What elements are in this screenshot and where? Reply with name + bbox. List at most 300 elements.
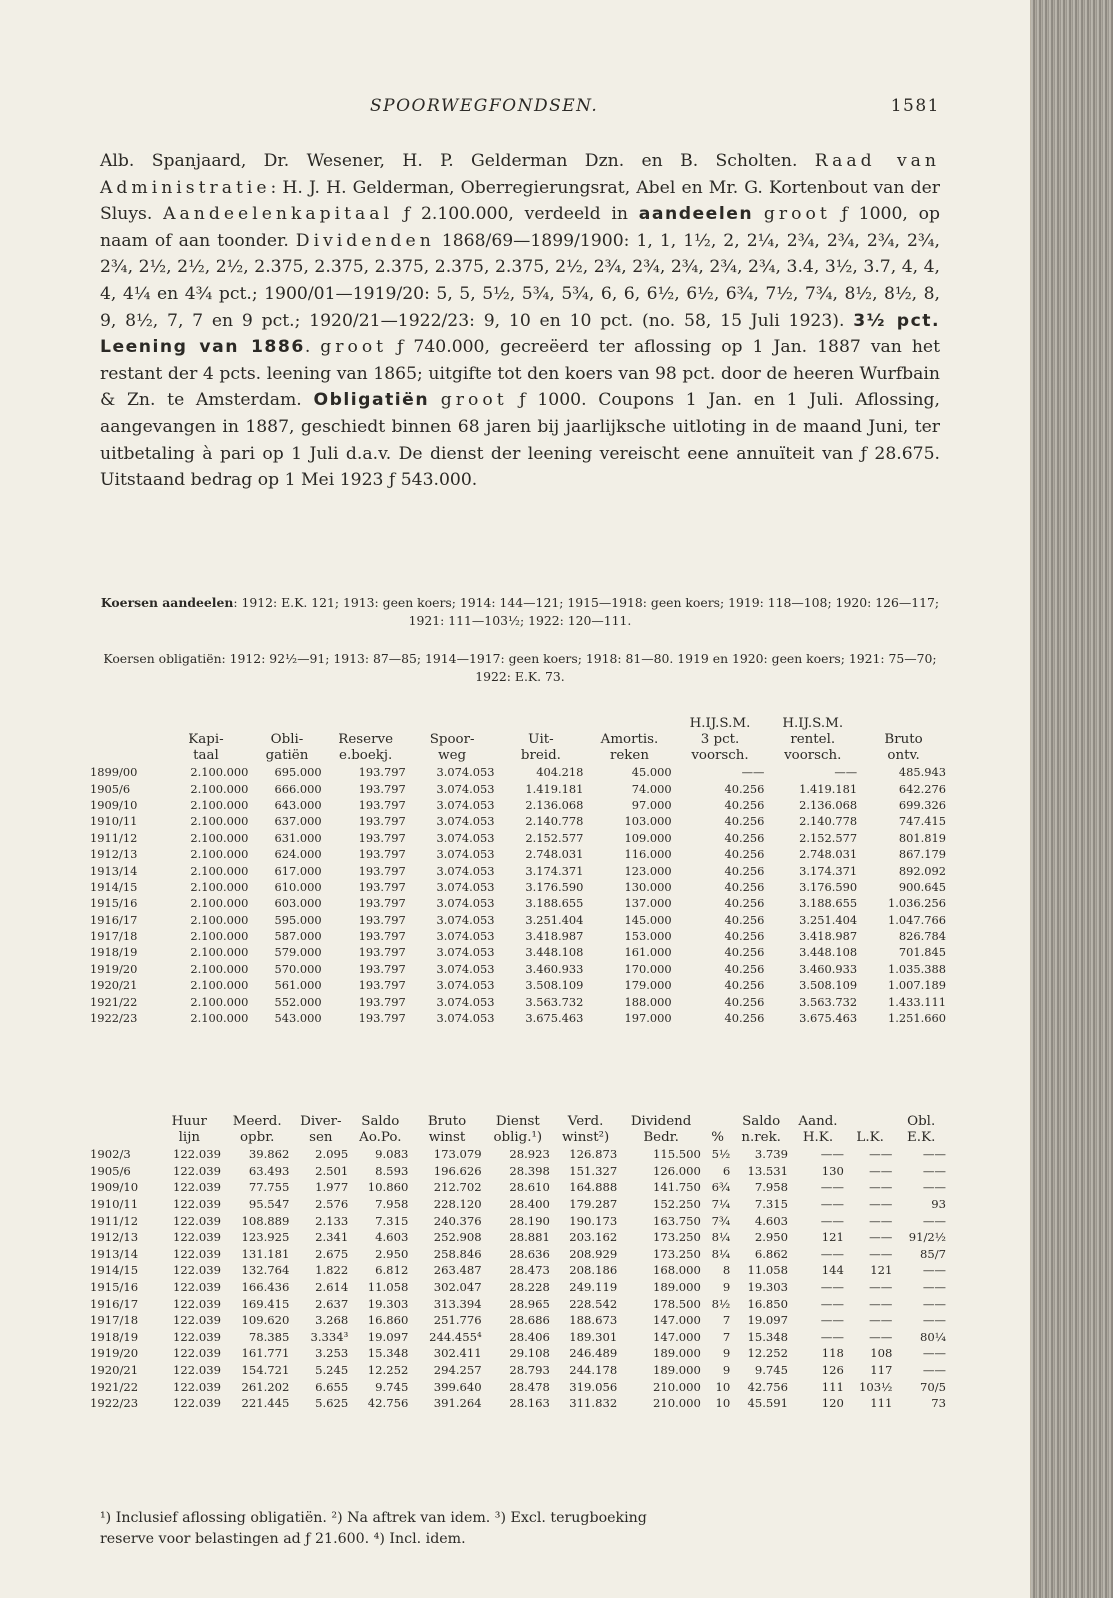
table-cell: 42.756 — [747, 1379, 789, 1394]
year-cell: 1915/16 — [90, 1280, 139, 1295]
table-cell: —— — [820, 1197, 844, 1212]
table-cell: 122.039 — [173, 1346, 221, 1361]
table-cell: 63.493 — [248, 1163, 290, 1178]
table-cell: —— — [922, 1163, 946, 1178]
table-cell: 610.000 — [274, 879, 322, 894]
table-cell: 2.501 — [315, 1163, 349, 1178]
footnote-line-1: ¹) Inclusief aflossing obligatiën. ²) Na aftrek van idem. ³) Excl. terugboeking — [100, 1510, 647, 1526]
table-row — [88, 993, 948, 1009]
table-cell: 2.140.778 — [525, 814, 584, 829]
table-cell: 7 — [722, 1329, 731, 1344]
table-cell: 141.750 — [652, 1180, 701, 1195]
table-row — [88, 1378, 948, 1395]
table-header-cell: Reserve e.boekj. — [338, 732, 393, 763]
table-cell: 193.797 — [358, 896, 406, 911]
table-cell: 190.173 — [569, 1213, 618, 1228]
table-cell: 302.047 — [433, 1280, 482, 1295]
table-header-cell: Uit- breid. — [520, 732, 561, 763]
table-row — [88, 1146, 948, 1163]
loan-heading: 3½ pct. Leening van 1886 — [100, 310, 941, 358]
table-row — [88, 830, 948, 846]
table-cell: 3.188.655 — [799, 896, 858, 911]
table-cell: —— — [922, 1213, 946, 1228]
table-cell: 28.398 — [509, 1163, 550, 1178]
table-cell: 900.645 — [898, 879, 946, 894]
table-cell: 801.819 — [898, 830, 946, 845]
table-cell: —— — [820, 1213, 844, 1228]
table-cell: 188.673 — [569, 1313, 618, 1328]
table-cell: 28.965 — [509, 1296, 550, 1311]
table-cell: 3.739 — [754, 1147, 789, 1162]
year-cell: 1902/3 — [90, 1147, 131, 1162]
table-cell: 892.092 — [898, 863, 946, 878]
page-number: 1581 — [890, 96, 940, 116]
table-cell: 2.100.000 — [190, 945, 249, 960]
table-cell: 1.007.189 — [888, 978, 946, 993]
table-cell: 2.100.000 — [190, 896, 249, 911]
table-cell: 173.250 — [652, 1246, 701, 1261]
table-cell: 11.058 — [367, 1280, 409, 1295]
table-cell: 7.958 — [754, 1180, 789, 1195]
table-cell: 121 — [821, 1230, 844, 1245]
table-cell: 19.303 — [747, 1280, 789, 1295]
table-cell: 252.908 — [433, 1230, 482, 1245]
table-cell: 6.812 — [375, 1263, 409, 1278]
table-cell: 122.039 — [173, 1180, 221, 1195]
table-cell: 130 — [821, 1163, 844, 1178]
table-cell: 108 — [870, 1346, 893, 1361]
table-cell: 9 — [722, 1280, 731, 1295]
table-row — [88, 1246, 948, 1263]
table-cell: —— — [869, 1246, 893, 1261]
table-row — [88, 1212, 948, 1229]
table-header-cell: Bruto winst — [427, 1114, 467, 1145]
table-cell: 244.178 — [569, 1363, 618, 1378]
dividends-label: Dividenden — [295, 230, 435, 251]
table-cell: 1.433.111 — [888, 994, 946, 1009]
table-row — [88, 764, 948, 780]
table-cell: 193.797 — [358, 912, 406, 927]
table-cell: 1.822 — [315, 1263, 349, 1278]
table-cell: 189.000 — [652, 1363, 701, 1378]
table-cell: 15.348 — [367, 1346, 409, 1361]
table-cell: 3.418.987 — [799, 929, 858, 944]
capital-label: Aandeelenkapitaal — [163, 204, 394, 225]
table-cell: —— — [820, 1313, 844, 1328]
table-cell: 169.415 — [241, 1296, 290, 1311]
table-cell: —— — [922, 1280, 946, 1295]
table-cell: 12.252 — [747, 1346, 789, 1361]
table-cell: 2.100.000 — [190, 912, 249, 927]
table-cell: 189.301 — [569, 1329, 618, 1344]
table-cell: 642.276 — [898, 781, 946, 796]
table-row — [88, 961, 948, 977]
table-cell: 2.100.000 — [190, 863, 249, 878]
dividends-text: 1868/69—1899/1900: 1, 1, 1½, 2, 2¼, 2¾, 2¾, 2¾, 2¾, 2¾, 2½, 2½, 2½, 2.375, 2.375, 2.375, 2.375, 2.375, 2½, 2¾, 2¾, 2¾, 2¾, 2¾, 3.4, 3½, 3.7, 4, 4, 4, 4¼ en 4¾ pct.; 1900/01—1919/20: 5, 5, 5½, 5¾, 5¾, 6, 6, 6½, 6½, 6¾, 7½, 7¾, 8½, 8½, 8, 9, 8½, 7, 7 en 9 pct.; 1920/21—1922/23: 9, 10 en 10 pct. (no. 58, 15 Juli 1923). — [100, 230, 941, 331]
table-row — [88, 928, 948, 944]
table-cell: 666.000 — [274, 781, 322, 796]
directors-line: Alb. Spanjaard, Dr. Wesener, H. P. Gelderman Dzn. en B. Scholten. — [100, 151, 798, 171]
table-cell: 867.179 — [898, 847, 946, 862]
table-cell: 399.640 — [433, 1379, 482, 1394]
table-cell: 15.348 — [747, 1329, 789, 1344]
table-cell: 2.576 — [315, 1197, 349, 1212]
table-cell: 189.000 — [652, 1346, 701, 1361]
table-cell: 2.950 — [754, 1230, 789, 1245]
table-cell: 2.133 — [315, 1213, 349, 1228]
table-cell: 28.473 — [509, 1263, 550, 1278]
table-cell: —— — [922, 1363, 946, 1378]
bonds-groot: groot — [440, 390, 508, 411]
table-cell: 8.593 — [375, 1163, 409, 1178]
table-cell: 203.162 — [569, 1230, 618, 1245]
table-cell: 208.186 — [569, 1263, 618, 1278]
table-cell: 3.074.053 — [436, 961, 495, 976]
table-cell: 13.531 — [747, 1163, 789, 1178]
table-header-cell — [88, 1114, 156, 1146]
table-cell: 1.251.660 — [888, 1011, 946, 1026]
bonds-heading: Obligatiën — [313, 390, 430, 411]
table-cell: 147.000 — [652, 1313, 701, 1328]
table-cell: —— — [820, 1147, 844, 1162]
table-cell: 7 — [722, 1313, 731, 1328]
table-cell: 9.083 — [375, 1147, 409, 1162]
table-cell: 19.097 — [367, 1329, 409, 1344]
table-cell: 122.039 — [173, 1147, 221, 1162]
table-row — [88, 797, 948, 813]
table-cell: —— — [820, 1329, 844, 1344]
share-prices — [100, 594, 940, 630]
table-cell: 40.256 — [724, 945, 765, 960]
table-cell: 2.100.000 — [190, 929, 249, 944]
table-cell: 40.256 — [724, 863, 765, 878]
table-row — [88, 1345, 948, 1362]
table-cell: 9.745 — [375, 1379, 409, 1394]
table-cell: 111 — [821, 1379, 844, 1394]
year-cell: 1899/00 — [90, 765, 138, 780]
table-row — [88, 1010, 948, 1026]
table-cell: —— — [922, 1313, 946, 1328]
table-cell: 40.256 — [724, 912, 765, 927]
table-row — [88, 1163, 948, 1180]
table-cell: 3.074.053 — [436, 765, 495, 780]
footnotes — [100, 1508, 940, 1550]
table-row — [88, 977, 948, 993]
table-cell: 168.000 — [652, 1263, 701, 1278]
table-cell: —— — [869, 1147, 893, 1162]
table-cell: 109.000 — [624, 830, 672, 845]
table-cell: 552.000 — [274, 994, 322, 1009]
year-cell: 1912/13 — [90, 1230, 139, 1245]
table-cell: 28.923 — [509, 1147, 550, 1162]
table-cell: 188.000 — [624, 994, 672, 1009]
table-cell: 28.190 — [509, 1213, 550, 1228]
table-cell: 210.000 — [652, 1396, 701, 1411]
table-cell: 3.074.053 — [436, 879, 495, 894]
table-cell: —— — [820, 1280, 844, 1295]
table-cell: 189.000 — [652, 1280, 701, 1295]
running-title: SPOORWEGFONDSEN. — [370, 96, 599, 116]
table-cell: —— — [869, 1329, 893, 1344]
table-cell: 4.603 — [375, 1230, 409, 1245]
table-cell: 631.000 — [274, 830, 322, 845]
table-cell: 164.888 — [569, 1180, 618, 1195]
table-cell: 193.797 — [358, 978, 406, 993]
year-cell: 1910/11 — [90, 814, 138, 829]
table-cell: —— — [922, 1263, 946, 1278]
table-cell: 7.315 — [754, 1197, 789, 1212]
table-cell: 153.000 — [624, 929, 672, 944]
table-cell: 570.000 — [274, 961, 322, 976]
shares-groot: groot — [763, 204, 831, 225]
table-cell: 695.000 — [274, 765, 322, 780]
table-cell: 8½ — [711, 1296, 731, 1311]
table-cell: 74.000 — [631, 781, 672, 796]
table-cell: 122.039 — [173, 1396, 221, 1411]
table-cell: 7¼ — [711, 1197, 731, 1212]
table-header-cell: H.IJ.S.M. 3 pct. voorsch. — [689, 716, 751, 763]
table-cell: 2.100.000 — [190, 814, 249, 829]
results-table — [88, 1114, 948, 1412]
table-cell: 126.873 — [569, 1147, 618, 1162]
table-cell: 40.256 — [724, 994, 765, 1009]
table-cell: 161.000 — [624, 945, 672, 960]
table-cell: —— — [869, 1296, 893, 1311]
share-prices-text: : 1912: E.K. 121; 1913: geen koers; 1914: 144—121; 1915—1918: geen koers; 1919: 118—108; 1920: 126—117; 1921: 111—103½; 1922: 120—111. — [233, 595, 940, 628]
table-cell: 173.079 — [433, 1147, 482, 1162]
table-cell: 118 — [821, 1346, 844, 1361]
table-cell: 45.591 — [747, 1396, 789, 1411]
table-cell: 196.626 — [433, 1163, 482, 1178]
table-header-cell: Diver- sen — [300, 1114, 342, 1145]
table-header-cell: Aand. H.K. — [798, 1114, 838, 1145]
table-cell: 147.000 — [652, 1329, 701, 1344]
table-cell: 2.675 — [315, 1246, 349, 1261]
table-cell: 212.702 — [433, 1180, 482, 1195]
book-page-edges — [1030, 0, 1113, 1598]
table-cell: 3.174.371 — [525, 863, 584, 878]
table-header-cell: Amortis. reken — [600, 732, 659, 763]
table-row — [88, 1179, 948, 1196]
table-cell: 108.889 — [241, 1213, 290, 1228]
table-row — [88, 879, 948, 895]
table-cell: 246.489 — [569, 1346, 618, 1361]
table-cell: 3.074.053 — [436, 945, 495, 960]
table-cell: 2.614 — [315, 1280, 349, 1295]
table-cell: 643.000 — [274, 797, 322, 812]
table-cell: 1.419.181 — [799, 781, 858, 796]
table-cell: 3.188.655 — [525, 896, 584, 911]
table-cell: 29.108 — [509, 1346, 550, 1361]
table-cell: 193.797 — [358, 929, 406, 944]
table-cell: 9.745 — [754, 1363, 789, 1378]
table-cell: 40.256 — [724, 814, 765, 829]
year-cell: 1909/10 — [90, 797, 138, 812]
table-cell: 3.074.053 — [436, 814, 495, 829]
year-cell: 1915/16 — [90, 896, 138, 911]
table-cell: 2.100.000 — [190, 978, 249, 993]
table-cell: 28.610 — [509, 1180, 550, 1195]
table-cell: 16.850 — [747, 1296, 789, 1311]
table-cell: 258.846 — [433, 1246, 482, 1261]
table-cell: 1.036.256 — [888, 896, 946, 911]
table-cell: 122.039 — [173, 1230, 221, 1245]
table-cell: 3.460.933 — [799, 961, 858, 976]
footnote-line-2: reserve voor belastingen ad ƒ 21.600. ⁴) Incl. idem. — [100, 1531, 466, 1547]
table-header-cell: Verd. winst²) — [561, 1114, 610, 1145]
table-cell: 122.039 — [173, 1280, 221, 1295]
table-cell: 131.181 — [241, 1246, 290, 1261]
table-cell: 193.797 — [358, 797, 406, 812]
table-cell: 2.136.068 — [525, 797, 584, 812]
table-header-cell: Obl. E.K. — [907, 1114, 936, 1145]
table-cell: 19.303 — [367, 1296, 409, 1311]
table-cell: 2.100.000 — [190, 781, 249, 796]
table-cell: 78.385 — [248, 1329, 290, 1344]
table-cell: 5½ — [711, 1147, 731, 1162]
table-cell: 109.620 — [241, 1313, 290, 1328]
table-cell: 2.100.000 — [190, 830, 249, 845]
table-cell: 6.655 — [315, 1379, 349, 1394]
table-cell: 10 — [715, 1379, 731, 1394]
table-cell: 261.202 — [241, 1379, 290, 1394]
table-cell: 193.797 — [358, 765, 406, 780]
table-cell: 747.415 — [898, 814, 946, 829]
table-cell: 3.253 — [315, 1346, 349, 1361]
year-cell: 1921/22 — [90, 1379, 139, 1394]
year-cell: 1922/23 — [90, 1396, 139, 1411]
table-header-cell: L.K. — [856, 1130, 884, 1145]
table-cell: 9 — [722, 1363, 731, 1378]
year-cell: 1920/21 — [90, 978, 138, 993]
table-cell: 91/2½ — [908, 1230, 946, 1245]
table-cell: 1.035.388 — [888, 961, 946, 976]
table-cell: 2.100.000 — [190, 847, 249, 862]
year-cell: 1905/6 — [90, 781, 131, 796]
table-cell: 3.334³ — [310, 1329, 349, 1344]
table-cell: 122.039 — [173, 1379, 221, 1394]
table-cell: 40.256 — [724, 830, 765, 845]
table-cell: 3.176.590 — [525, 879, 584, 894]
table-cell: 210.000 — [652, 1379, 701, 1394]
table-header-cell: Meerd. opbr. — [232, 1114, 282, 1145]
table-cell: 6¾ — [711, 1180, 731, 1195]
table-cell: —— — [869, 1197, 893, 1212]
table-header-cell: Dividend Bedr. — [630, 1114, 692, 1145]
table-cell: 39.862 — [248, 1147, 290, 1162]
running-header — [100, 96, 940, 120]
table-row — [88, 895, 948, 911]
table-cell: 40.256 — [724, 879, 765, 894]
table-cell: 40.256 — [724, 781, 765, 796]
table-cell: 603.000 — [274, 896, 322, 911]
table-cell: 2.152.577 — [799, 830, 858, 845]
table-header-cell: % — [711, 1130, 724, 1145]
year-cell: 1922/23 — [90, 1011, 138, 1026]
table-cell: 152.250 — [652, 1197, 701, 1212]
table-row — [88, 912, 948, 928]
table-cell: —— — [869, 1280, 893, 1295]
table-cell: —— — [922, 1296, 946, 1311]
year-cell: 1914/15 — [90, 879, 138, 894]
shares-text: ƒ 1000, op naam of aan toonder. — [100, 204, 941, 251]
table-cell: 193.797 — [358, 830, 406, 845]
board-label: Raad van Administratie — [100, 151, 940, 198]
table-cell: 40.256 — [724, 1011, 765, 1026]
year-cell: 1912/13 — [90, 847, 138, 862]
table-cell: 45.000 — [631, 765, 672, 780]
capital-text: ƒ 2.100.000, verdeeld in — [393, 204, 639, 225]
table-cell: 28.881 — [509, 1230, 550, 1245]
table-cell: 244.455⁴ — [429, 1329, 482, 1344]
table-row — [88, 862, 948, 878]
table-cell: 77.755 — [248, 1180, 290, 1195]
table-cell: —— — [834, 765, 858, 780]
table-cell: 6.862 — [754, 1246, 789, 1261]
year-cell: 1917/18 — [90, 1313, 139, 1328]
table-cell: 2.950 — [375, 1246, 409, 1261]
table-cell: 3.074.053 — [436, 929, 495, 944]
table-cell: —— — [922, 1147, 946, 1162]
table-cell: 3.268 — [315, 1313, 349, 1328]
table-row — [88, 1395, 948, 1412]
share-prices-label: Koersen aandeelen — [100, 595, 234, 610]
table-cell: 40.256 — [724, 978, 765, 993]
year-cell: 1916/17 — [90, 912, 138, 927]
table-cell: 80¼ — [920, 1329, 946, 1344]
table-cell: 826.784 — [898, 929, 946, 944]
table-cell: 122.039 — [173, 1163, 221, 1178]
table-cell: 3.448.108 — [799, 945, 858, 960]
table-cell: 561.000 — [274, 978, 322, 993]
table-header-cell: Spoor- weg — [429, 732, 475, 763]
table-cell: 2.100.000 — [190, 797, 249, 812]
table-cell: 3.508.109 — [799, 978, 858, 993]
table-cell: 28.400 — [509, 1197, 550, 1212]
table-cell: 3.563.732 — [799, 994, 858, 1009]
year-cell: 1914/15 — [90, 1263, 139, 1278]
table-cell: 2.095 — [315, 1147, 349, 1162]
table-cell: 28.163 — [509, 1396, 550, 1411]
table-cell: —— — [820, 1296, 844, 1311]
table-cell: 2.140.778 — [799, 814, 858, 829]
table-cell: 2.100.000 — [190, 961, 249, 976]
table-cell: 1.047.766 — [888, 912, 946, 927]
table-cell: —— — [869, 1313, 893, 1328]
table-cell: 10.860 — [367, 1180, 409, 1195]
table-cell: 311.832 — [569, 1396, 618, 1411]
table-cell: 3.675.463 — [525, 1011, 584, 1026]
table-cell: 699.326 — [898, 797, 946, 812]
table-cell: 178.500 — [652, 1296, 701, 1311]
table-cell: 161.771 — [241, 1346, 290, 1361]
table-cell: 624.000 — [274, 847, 322, 862]
table-cell: 193.797 — [358, 879, 406, 894]
table-cell: 28.636 — [509, 1246, 550, 1261]
table-cell: 2.748.031 — [525, 847, 584, 862]
table-cell: 263.487 — [433, 1263, 482, 1278]
table-header-cell: H.IJ.S.M. rentel. voorsch. — [782, 716, 844, 763]
table-cell: 144 — [821, 1263, 844, 1278]
table-header-cell — [88, 716, 162, 764]
table-cell: 3.251.404 — [525, 912, 584, 927]
table-cell: 8 — [722, 1263, 731, 1278]
table-cell: 122.039 — [173, 1296, 221, 1311]
table-cell: 294.257 — [433, 1363, 482, 1378]
table-cell: 123.925 — [241, 1230, 290, 1245]
table-header-cell: Bruto ontv. — [884, 732, 923, 763]
table-cell: 2.341 — [315, 1230, 349, 1245]
